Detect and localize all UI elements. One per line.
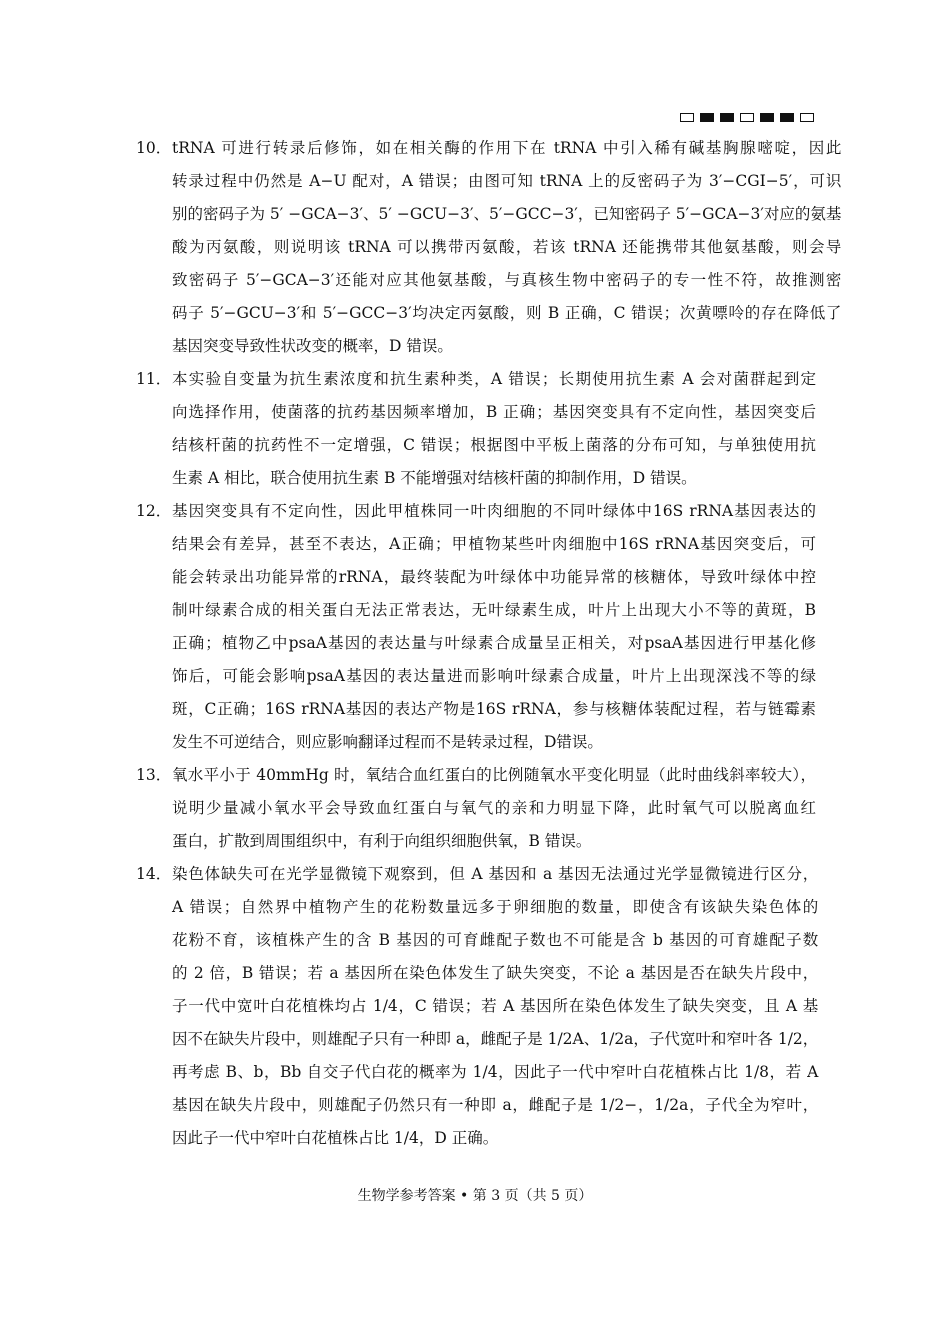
text-line: A 错误；自然界中植物产生的花粉数量远多于卵细胞的数量，即使含有该缺失染色体的 bbox=[172, 898, 819, 916]
text-line: 向选择作用，使菌落的抗药基因频率增加，B 正确；基因突变具有不定向性，基因突变后 bbox=[172, 403, 816, 421]
item-text bbox=[172, 858, 818, 1155]
header-mark-filled bbox=[760, 113, 774, 122]
text-line: 发生不可逆结合，则应影响翻译过程而不是转录过程，D错误。 bbox=[172, 733, 603, 751]
header-mark-outline bbox=[800, 113, 814, 122]
answer-content bbox=[136, 132, 842, 1155]
header-mark-outline bbox=[680, 113, 694, 122]
text-line: 蛋白，扩散到周围组织中，有利于向组织细胞供氧，B 错误。 bbox=[172, 832, 592, 850]
answer-item bbox=[136, 759, 816, 858]
text-line: 基因在缺失片段中，则雄配子仍然只有一种即 a，雌配子是 1/2−，1/2a，子代全为窄叶， bbox=[172, 1096, 819, 1114]
item-number: 12． bbox=[136, 502, 172, 520]
text-line: 基因突变导致性状改变的概率，D 错误。 bbox=[172, 337, 453, 355]
text-line: 饰后，可能会影响psaA基因的表达量进而影响叶绿素合成量，叶片上出现深浅不等的绿 bbox=[172, 667, 816, 685]
item-text bbox=[172, 759, 816, 858]
text-line: 因此子一代中窄叶白花植株占比 1/4，D 正确。 bbox=[172, 1129, 499, 1147]
item-number: 14． bbox=[136, 865, 172, 883]
item-number: 13． bbox=[136, 766, 172, 784]
text-line: 制叶绿素合成的相关蛋白无法正常表达，无叶绿素生成，叶片上出现大小不等的黄斑，B bbox=[172, 601, 816, 619]
text-line: 花粉不育，该植株产生的含 B 基因的可育雌配子数也不可能是含 b 基因的可育雄配子数 bbox=[172, 931, 819, 949]
page-footer: 生物学参考答案 • 第 3 页（共 5 页） bbox=[357, 1188, 593, 1204]
text-line: 说明少量减小氧水平会导致血红蛋白与氧气的亲和力明显下降，此时氧气可以脱离血红 bbox=[172, 799, 816, 817]
text-line: 码子 5′−GCU−3′和 5′−GCC−3′均决定丙氨酸，则 B 正确，C 错误；次黄嘌呤的存在降低了 bbox=[172, 304, 842, 322]
text-line: 基因突变具有不定向性，因此甲植株同一叶肉细胞的不同叶绿体中16S rRNA基因表达的 bbox=[172, 502, 816, 520]
text-line: 的 2 倍，B 错误；若 a 基因所在染色体发生了缺失突变，不论 a 基因是否在缺失片段中， bbox=[172, 964, 819, 982]
text-line: 斑，C正确；16S rRNA基因的表达产物是16S rRNA，参与核糖体装配过程，若与链霉素 bbox=[172, 700, 816, 718]
text-line: 致密码子 5′−GCA−3′还能对应其他氨基酸，与真核生物中密码子的专一性不符，故推测密 bbox=[172, 271, 842, 289]
header-mark-outline bbox=[740, 113, 754, 122]
text-line: 生素 A 相比，联合使用抗生素 B 不能增强对结核杆菌的抑制作用，D 错误。 bbox=[172, 469, 697, 487]
header-mark-filled bbox=[720, 113, 734, 122]
text-line: 结果会有差异，甚至不表达，A正确；甲植物某些叶肉细胞中16S rRNA基因突变后，可 bbox=[172, 535, 816, 553]
item-number: 10． bbox=[136, 139, 172, 157]
text-line: 酸为丙氨酸，则说明该 tRNA 可以携带丙氨酸，若该 tRNA 还能携带其他氨基酸，则会导 bbox=[172, 238, 842, 256]
header-marks bbox=[680, 113, 814, 122]
item-number: 11． bbox=[136, 370, 172, 388]
text-line: 子一代中宽叶白花植株均占 1/4，C 错误；若 A 基因所在染色体发生了缺失突变，且 A 基 bbox=[172, 997, 819, 1015]
answer-item bbox=[136, 858, 819, 1155]
text-line: 能会转录出功能异常的rRNA，最终装配为叶绿体中功能异常的核糖体，导致叶绿体中控 bbox=[172, 568, 816, 586]
text-line: 正确；植物乙中psaA基因的表达量与叶绿素合成量呈正相关，对psaA基因进行甲基化修 bbox=[172, 634, 816, 652]
item-text bbox=[172, 132, 841, 363]
header-mark-filled bbox=[700, 113, 714, 122]
text-line: 染色体缺失可在光学显微镜下观察到，但 A 基因和 a 基因无法通过光学显微镜进行区分， bbox=[172, 865, 819, 883]
text-line: 氧水平小于 40mmHg 时，氧结合血红蛋白的比例随氧水平变化明显（此时曲线斜率较大）， bbox=[172, 766, 816, 784]
text-line: 再考虑 B、b，Bb 自交子代白花的概率为 1/4，因此子一代中窄叶白花植株占比 1/8，若 A bbox=[172, 1063, 819, 1081]
text-line: 转录过程中仍然是 A−U 配对，A 错误；由图可知 tRNA 上的反密码子为 3′−CGI−5′，可识 bbox=[172, 172, 842, 190]
item-text bbox=[172, 363, 816, 495]
answer-item bbox=[136, 363, 816, 495]
answer-item bbox=[136, 495, 816, 759]
text-line: 别的密码子为 5′ −GCA−3′、5′ −GCU−3′、5′−GCC−3′，已知密码子 5′−GCA−3′对应的氨基 bbox=[172, 205, 842, 223]
text-line: 结核杆菌的抗药性不一定增强，C 错误；根据图中平板上菌落的分布可知，与单独使用抗 bbox=[172, 436, 816, 454]
text-line: 因不在缺失片段中，则雄配子只有一种即 a，雌配子是 1/2A、1/2a，子代宽叶和窄叶各 1/2， bbox=[172, 1030, 819, 1048]
text-line: tRNA 可进行转录后修饰，如在相关酶的作用下在 tRNA 中引入稀有碱基胸腺嘧啶，因此 bbox=[172, 139, 842, 157]
answer-item bbox=[136, 132, 842, 363]
header-mark-filled bbox=[780, 113, 794, 122]
item-text bbox=[172, 495, 816, 759]
text-line: 本实验自变量为抗生素浓度和抗生素种类，A 错误；长期使用抗生素 A 会对菌群起到定 bbox=[172, 370, 816, 388]
